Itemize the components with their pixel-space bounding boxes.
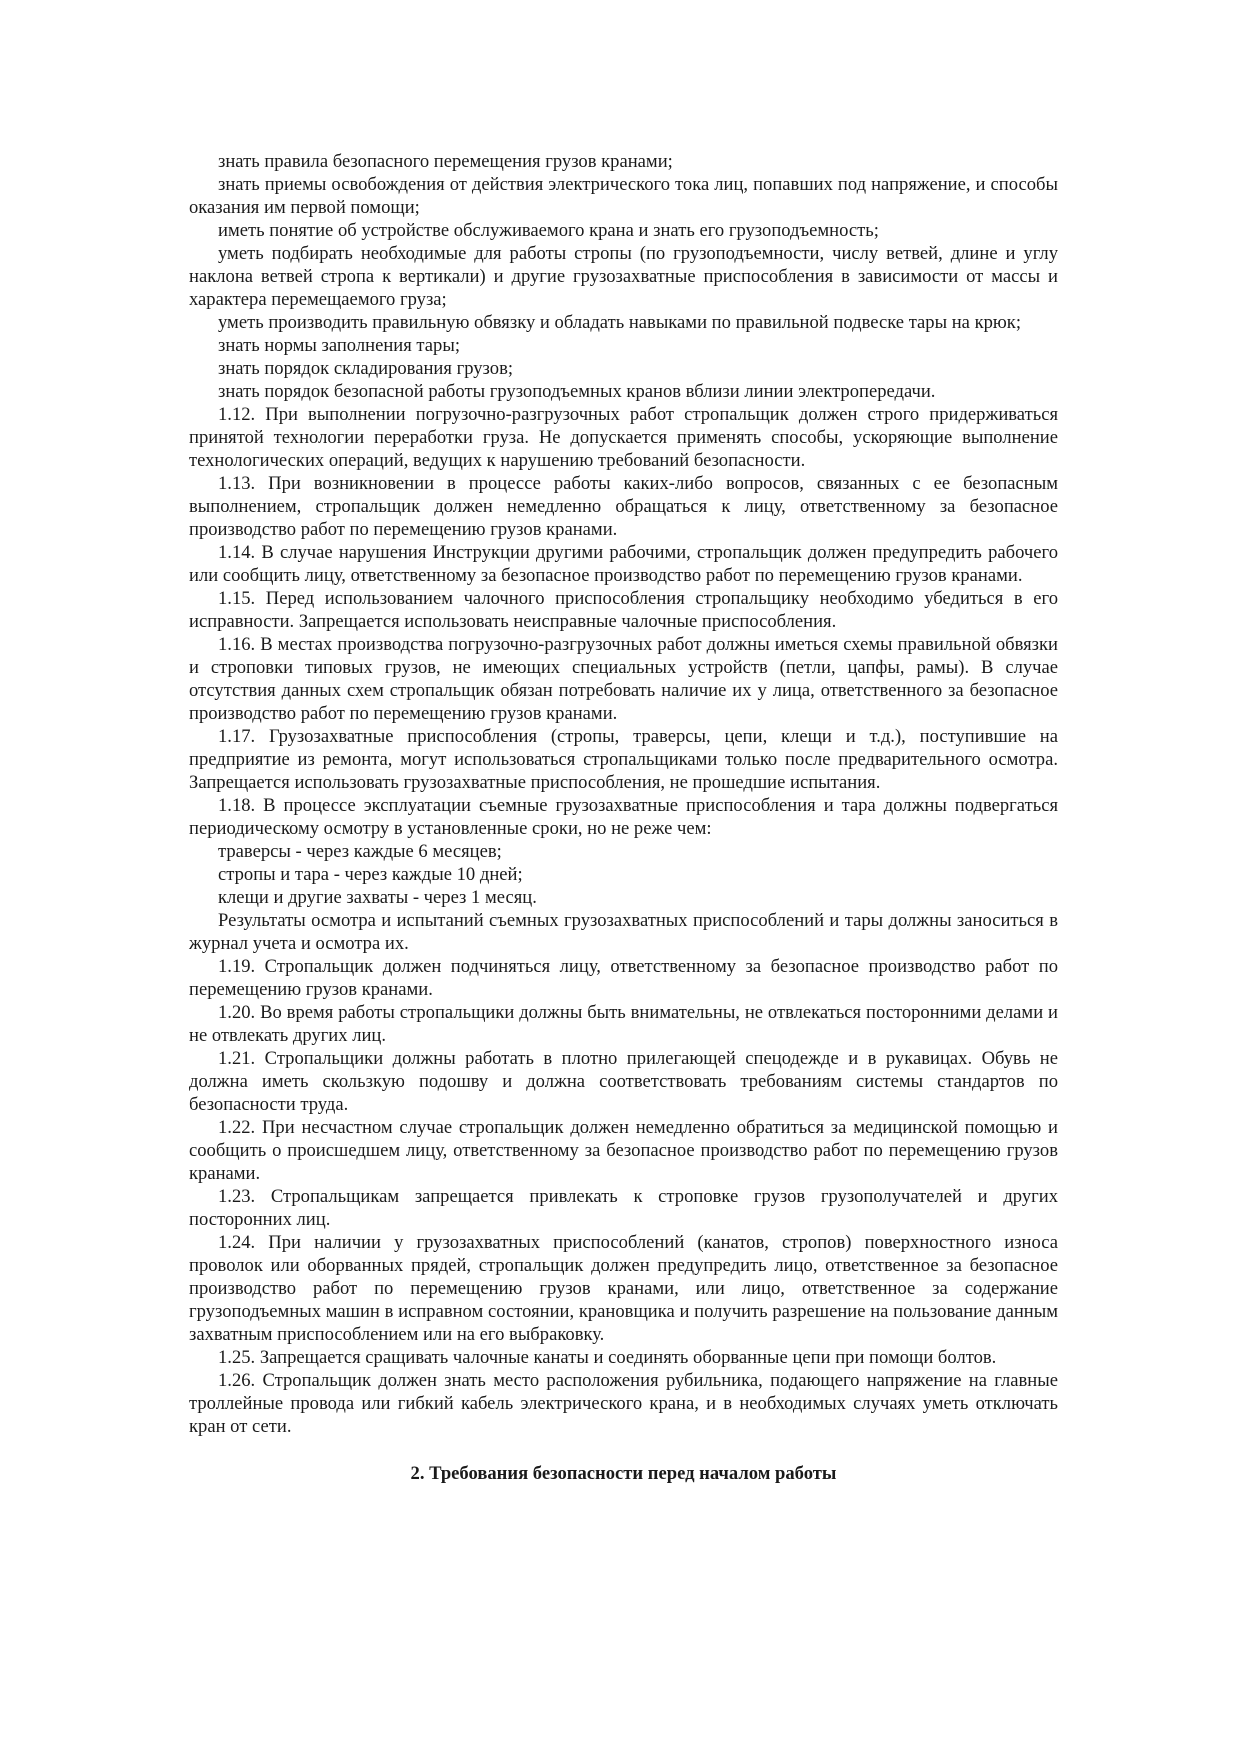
paragraph: 1.22. При несчастном случае стропальщик должен немедленно обратиться за медицинской помощью и сообщить о происшедшем лицу, ответственному за безопасное производство работ по перемещению грузов кранами.: [189, 1117, 1058, 1184]
paragraph: 1.25. Запрещается сращивать чалочные канаты и соединять оборванные цепи при помощи болтов.: [218, 1347, 997, 1368]
paragraph: клещи и другие захваты - через 1 месяц.: [218, 887, 537, 908]
paragraph: 1.15. Перед использованием чалочного приспособления стропальщику необходимо убедиться в его исправности. Запрещается использовать неисправные чалочные приспособления.: [189, 588, 1058, 632]
paragraph: знать нормы заполнения тары;: [218, 335, 460, 356]
paragraph: 1.13. При возникновении в процессе работы каких-либо вопросов, связанных с ее безопасным выполнением, стропальщик должен немедленно обращаться к лицу, ответственному за безопасное производство работ по перемещению грузов кранами.: [189, 473, 1058, 540]
paragraph: 1.26. Стропальщик должен знать место расположения рубильника, подающего напряжение на главные троллейные провода или гибкий кабель электрического крана, и в необходимых случаях уметь отключать кран от сети.: [189, 1370, 1058, 1437]
paragraph: 1.12. При выполнении погрузочно-разгрузочных работ стропальщик должен строго придерживаться принятой технологии переработки груза. Не допускается применять способы, ускоряющие выполнение технологических операций, ведущих к нарушению требований безопасности.: [189, 404, 1058, 471]
paragraph: 1.21. Стропальщики должны работать в плотно прилегающей спецодежде и в рукавицах. Обувь не должна иметь скользкую подошву и должна соответствовать требованиям системы стандартов по безопасности труда.: [189, 1048, 1058, 1115]
paragraph: 1.14. В случае нарушения Инструкции другими рабочими, стропальщик должен предупредить рабочего или сообщить лицу, ответственному за безопасное производство работ по перемещению грузов кранами.: [189, 542, 1058, 586]
document-body: [189, 150, 1058, 1485]
section-heading: 2. Требования безопасности перед началом работы: [410, 1463, 837, 1484]
paragraph: знать порядок безопасной работы грузоподъемных кранов вблизи линии электропередачи.: [218, 381, 936, 402]
paragraph: уметь подбирать необходимые для работы стропы (по грузоподъемности, числу ветвей, длине и углу наклона ветвей стропа к вертикали) и другие грузозахватные приспособления в зависимости от массы и характера перемещаемого груза;: [189, 243, 1058, 310]
paragraph: уметь производить правильную обвязку и обладать навыками по правильной подвеске тары на крюк;: [218, 312, 1022, 333]
paragraph: стропы и тара - через каждые 10 дней;: [218, 864, 523, 885]
paragraph: иметь понятие об устройстве обслуживаемого крана и знать его грузоподъемность;: [218, 220, 879, 241]
paragraph: 1.20. Во время работы стропальщики должны быть внимательны, не отвлекаться посторонними делами и не отвлекать других лиц.: [189, 1002, 1058, 1046]
paragraph: знать порядок складирования грузов;: [218, 358, 514, 379]
paragraph: 1.16. В местах производства погрузочно-разгрузочных работ должны иметься схемы правильной обвязки и строповки типовых грузов, не имеющих специальных устройств (петли, цапфы, рамы). В случае отсутствия данных схем стропальщик обязан потребовать наличие их у лица, ответственного за безопасное производство работ по перемещению грузов кранами.: [189, 634, 1058, 724]
paragraph: траверсы - через каждые 6 месяцев;: [218, 841, 502, 862]
paragraph: 1.17. Грузозахватные приспособления (стропы, траверсы, цепи, клещи и т.д.), поступившие на предприятие из ремонта, могут использоваться стропальщиками только после предварительного осмотра. Запрещается использовать грузозахватные приспособления, не прошедшие испытания.: [189, 726, 1058, 793]
paragraph: знать приемы освобождения от действия электрического тока лиц, попавших под напряжение, и способы оказания им первой помощи;: [189, 174, 1058, 218]
paragraph: 1.24. При наличии у грузозахватных приспособлений (канатов, стропов) поверхностного износа проволок или оборванных прядей, стропальщик должен предупредить лицо, ответственное за безопасное производство работ по перемещению грузов кранами, или лицо, ответственное за содержание грузоподъемных машин в исправном состоянии, крановщика и получить разрешение на пользование данным захватным приспособлением или на его выбраковку.: [189, 1232, 1058, 1345]
paragraph: 1.23. Стропальщикам запрещается привлекать к строповке грузов грузополучателей и других посторонних лиц.: [189, 1186, 1058, 1230]
paragraph: 1.19. Стропальщик должен подчиняться лицу, ответственному за безопасное производство работ по перемещению грузов кранами.: [189, 956, 1058, 1000]
paragraph: 1.18. В процессе эксплуатации съемные грузозахватные приспособления и тара должны подвергаться периодическому осмотру в установленные сроки, но не реже чем:: [189, 795, 1058, 839]
paragraph: Результаты осмотра и испытаний съемных грузозахватных приспособлений и тары должны заноситься в журнал учета и осмотра их.: [189, 910, 1058, 954]
paragraph: знать правила безопасного перемещения грузов кранами;: [218, 151, 673, 172]
